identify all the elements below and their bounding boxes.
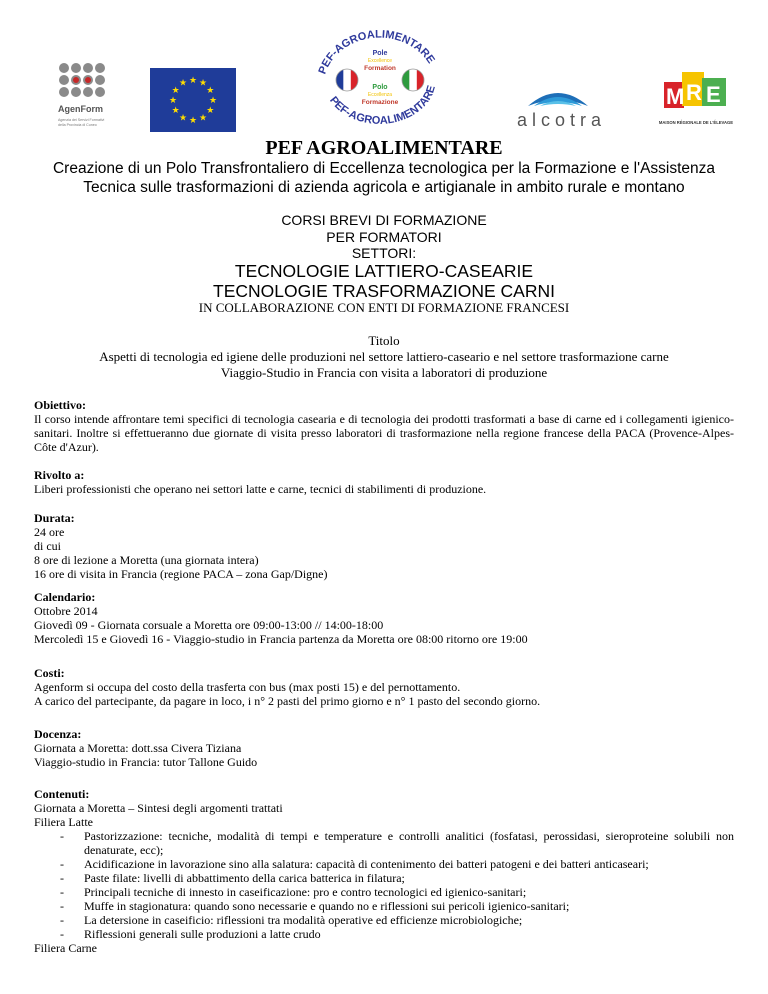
section-heading: Costi: (34, 666, 65, 680)
agenform-logo-text: AgenForm (58, 104, 103, 114)
list-item: - Paste filate: livelli di abbattimento della carica batterica in filatura; (60, 871, 405, 885)
collaboration-note: IN COLLABORAZIONE CON ENTI DI FORMAZIONE FRANCESI (198, 300, 570, 315)
section-text: Liberi professionisti che operano nei settori latte e carne, tecnici di stabilimenti di produzione. (34, 482, 487, 496)
page-title: PEF AGROALIMENTARE (265, 137, 503, 159)
pef-arc-top-text: PEF-AGROALIMENTARE (316, 28, 437, 76)
svg-text:della Provincia di Cuneo: della Provincia di Cuneo (58, 123, 97, 127)
eu-star-icon: ★ (206, 86, 215, 96)
section-line: Viaggio-studio in Francia: tutor Tallone Guido (34, 755, 258, 769)
mre-logo-text: MAISON RÉGIONALE DE L'ÉLEVAGE (658, 120, 734, 125)
corsi-line-1: CORSI BREVI DI FORMAZIONE (281, 212, 487, 228)
list-item: - Acidificazione in lavorazione sino alla salatura: capacità di contenimento dei batteri patogeni e dei batteri anticaseari; (60, 857, 649, 871)
course-title-line-1: Aspetti di tecnologia ed igiene delle produzioni nel settore lattiero-caseario e nel settore trasformazione carne (99, 349, 669, 364)
mre-logo (658, 68, 734, 138)
corsi-line-3: SETTORI: (351, 245, 417, 261)
section-line: di cui (34, 539, 61, 553)
svg-text:Pole: Pole (372, 50, 388, 57)
section-durata (34, 511, 734, 581)
list-item: - Muffe in stagionatura: quando sono necessarie e quando no e riflessioni sui pericoli igienico-sanitari; (60, 899, 570, 913)
section-rivolto (34, 468, 734, 496)
section-line: Filiera Carne (34, 941, 97, 955)
eu-star-icon: ★ (178, 113, 188, 124)
section-line: 24 ore (34, 525, 65, 539)
list-item: - Riflessioni generali sulle produzioni a latte crudo (60, 927, 321, 941)
svg-text:Agenzia dei Servizi Formativi: Agenzia dei Servizi Formativi (58, 118, 105, 122)
section-heading: Docenza: (34, 727, 82, 741)
svg-text:M: M (666, 84, 685, 109)
alcotra-logo (484, 76, 634, 134)
section-line: 8 ore di lezione a Moretta (una giornata intera) (34, 553, 259, 567)
section-contenuti (34, 787, 734, 955)
svg-text:R: R (686, 80, 702, 105)
pef-arc-bottom-text: PEF-AGROALIMENTARE (327, 84, 438, 128)
subtitle (0, 159, 768, 197)
eu-star-icon: ★ (188, 76, 198, 86)
eu-star-icon: ★ (171, 86, 180, 96)
eu-star-icon: ★ (178, 78, 188, 89)
eu-star-icon: ★ (198, 78, 208, 89)
eu-flag-logo (150, 68, 236, 132)
eu-star-icon: ★ (198, 113, 208, 124)
subtitle-line-1: Creazione di un Polo Transfrontaliero di Eccellenza tecnologica per la Formazione e l'Assistenza (52, 160, 716, 177)
eu-star-icon: ★ (206, 106, 215, 116)
pef-agroalimentare-logo (313, 28, 446, 136)
eu-star-icon: ★ (168, 96, 178, 106)
sectors-heading (0, 262, 768, 301)
section-line: Agenform si occupa del costo della trasferta con bus (max posti 15) e del pernottamento. (34, 680, 461, 694)
svg-text:Excellence: Excellence (367, 58, 393, 64)
list-item: - La detersione in caseificio: riflessioni tra modalità operative ed efficienze microbiologiche; (60, 913, 523, 927)
corsi-line-2: PER FORMATORI (326, 228, 442, 245)
section-heading: Durata: (34, 511, 75, 525)
section-calendario (34, 590, 734, 646)
course-title-line-2: Viaggio-Studio in Francia con visita a laboratori di produzione (220, 365, 548, 380)
section-line: 16 ore di visita in Francia (regione PACA – zona Gap/Digne) (34, 567, 328, 581)
section-heading: Contenuti: (34, 787, 90, 801)
section-heading: Rivolto a: (34, 468, 85, 482)
section-line: Ottobre 2014 (34, 604, 98, 618)
list-item: - Principali tecniche di innesto in caseificazione: pro e contro tecnologici ed igienico-sanitari; (60, 885, 527, 899)
course-title-block (0, 333, 768, 381)
eu-star-icon: ★ (188, 116, 198, 126)
section-heading: Calendario: (34, 590, 96, 604)
sector-dairy: TECNOLOGIE LATTIERO-CASEARIE (234, 261, 534, 281)
logo-row (0, 20, 768, 140)
corsi-heading (0, 212, 768, 262)
section-line: A carico del partecipante, da pagare in loco, i n° 2 pasti del primo giorno e n° 1 pasto del secondo giorno. (34, 694, 541, 708)
list-item: - Pastorizzazione: tecniche, modalità di tempi e temperature e controlli analitici (fosfatasi, perossidasi, sieroproteine solubili non denaturate, ecc); (60, 829, 734, 857)
section-line: Giornata a Moretta: dott.ssa Civera Tiziana (34, 741, 242, 755)
section-line: Mercoledì 15 e Giovedì 16 - Viaggio-studio in Francia partenza da Moretta ore 08:00 ritorno ore 19:00 (34, 632, 528, 646)
svg-text:Formazione: Formazione (361, 99, 399, 106)
svg-text:Polo: Polo (372, 84, 388, 91)
svg-text:E: E (706, 82, 721, 107)
course-title-label: Titolo (368, 333, 400, 348)
section-obiettivo (34, 398, 734, 454)
sector-meat: TECNOLOGIE TRASFORMAZIONE CARNI (213, 280, 555, 301)
section-docenza (34, 727, 734, 769)
section-text: Il corso intende affrontare temi specifici di tecnologia casearia e di tecnologia dei prodotti trasformati a base di carne ed i collegamenti igienico-sanitari. Inoltre si effettueranno due giornate di visita presso laboratori di trasformazione nella regione francese della PACA (Provence-Alpes-Côte d'Azur). (34, 412, 734, 454)
section-costi (34, 666, 734, 708)
subtitle-line-2: Tecnica sulle trasformazioni di azienda agricola e artigianale in ambito rurale e montano (83, 179, 685, 196)
svg-text:Eccellenza: Eccellenza (367, 92, 393, 98)
section-line: Filiera Latte (34, 815, 93, 829)
agenform-logo (54, 60, 110, 146)
contenuti-list (34, 829, 734, 941)
eu-star-icon: ★ (208, 96, 218, 106)
svg-text:Formation: Formation (364, 65, 396, 72)
section-heading: Obiettivo: (34, 398, 86, 412)
section-line: Giovedì 09 - Giornata corsuale a Moretta ore 09:00-13:00 // 14:00-18:00 (34, 618, 384, 632)
section-line: Giornata a Moretta – Sintesi degli argomenti trattati (34, 801, 283, 815)
eu-star-icon: ★ (171, 106, 180, 116)
alcotra-logo-text: a l c o t r a (516, 110, 602, 130)
